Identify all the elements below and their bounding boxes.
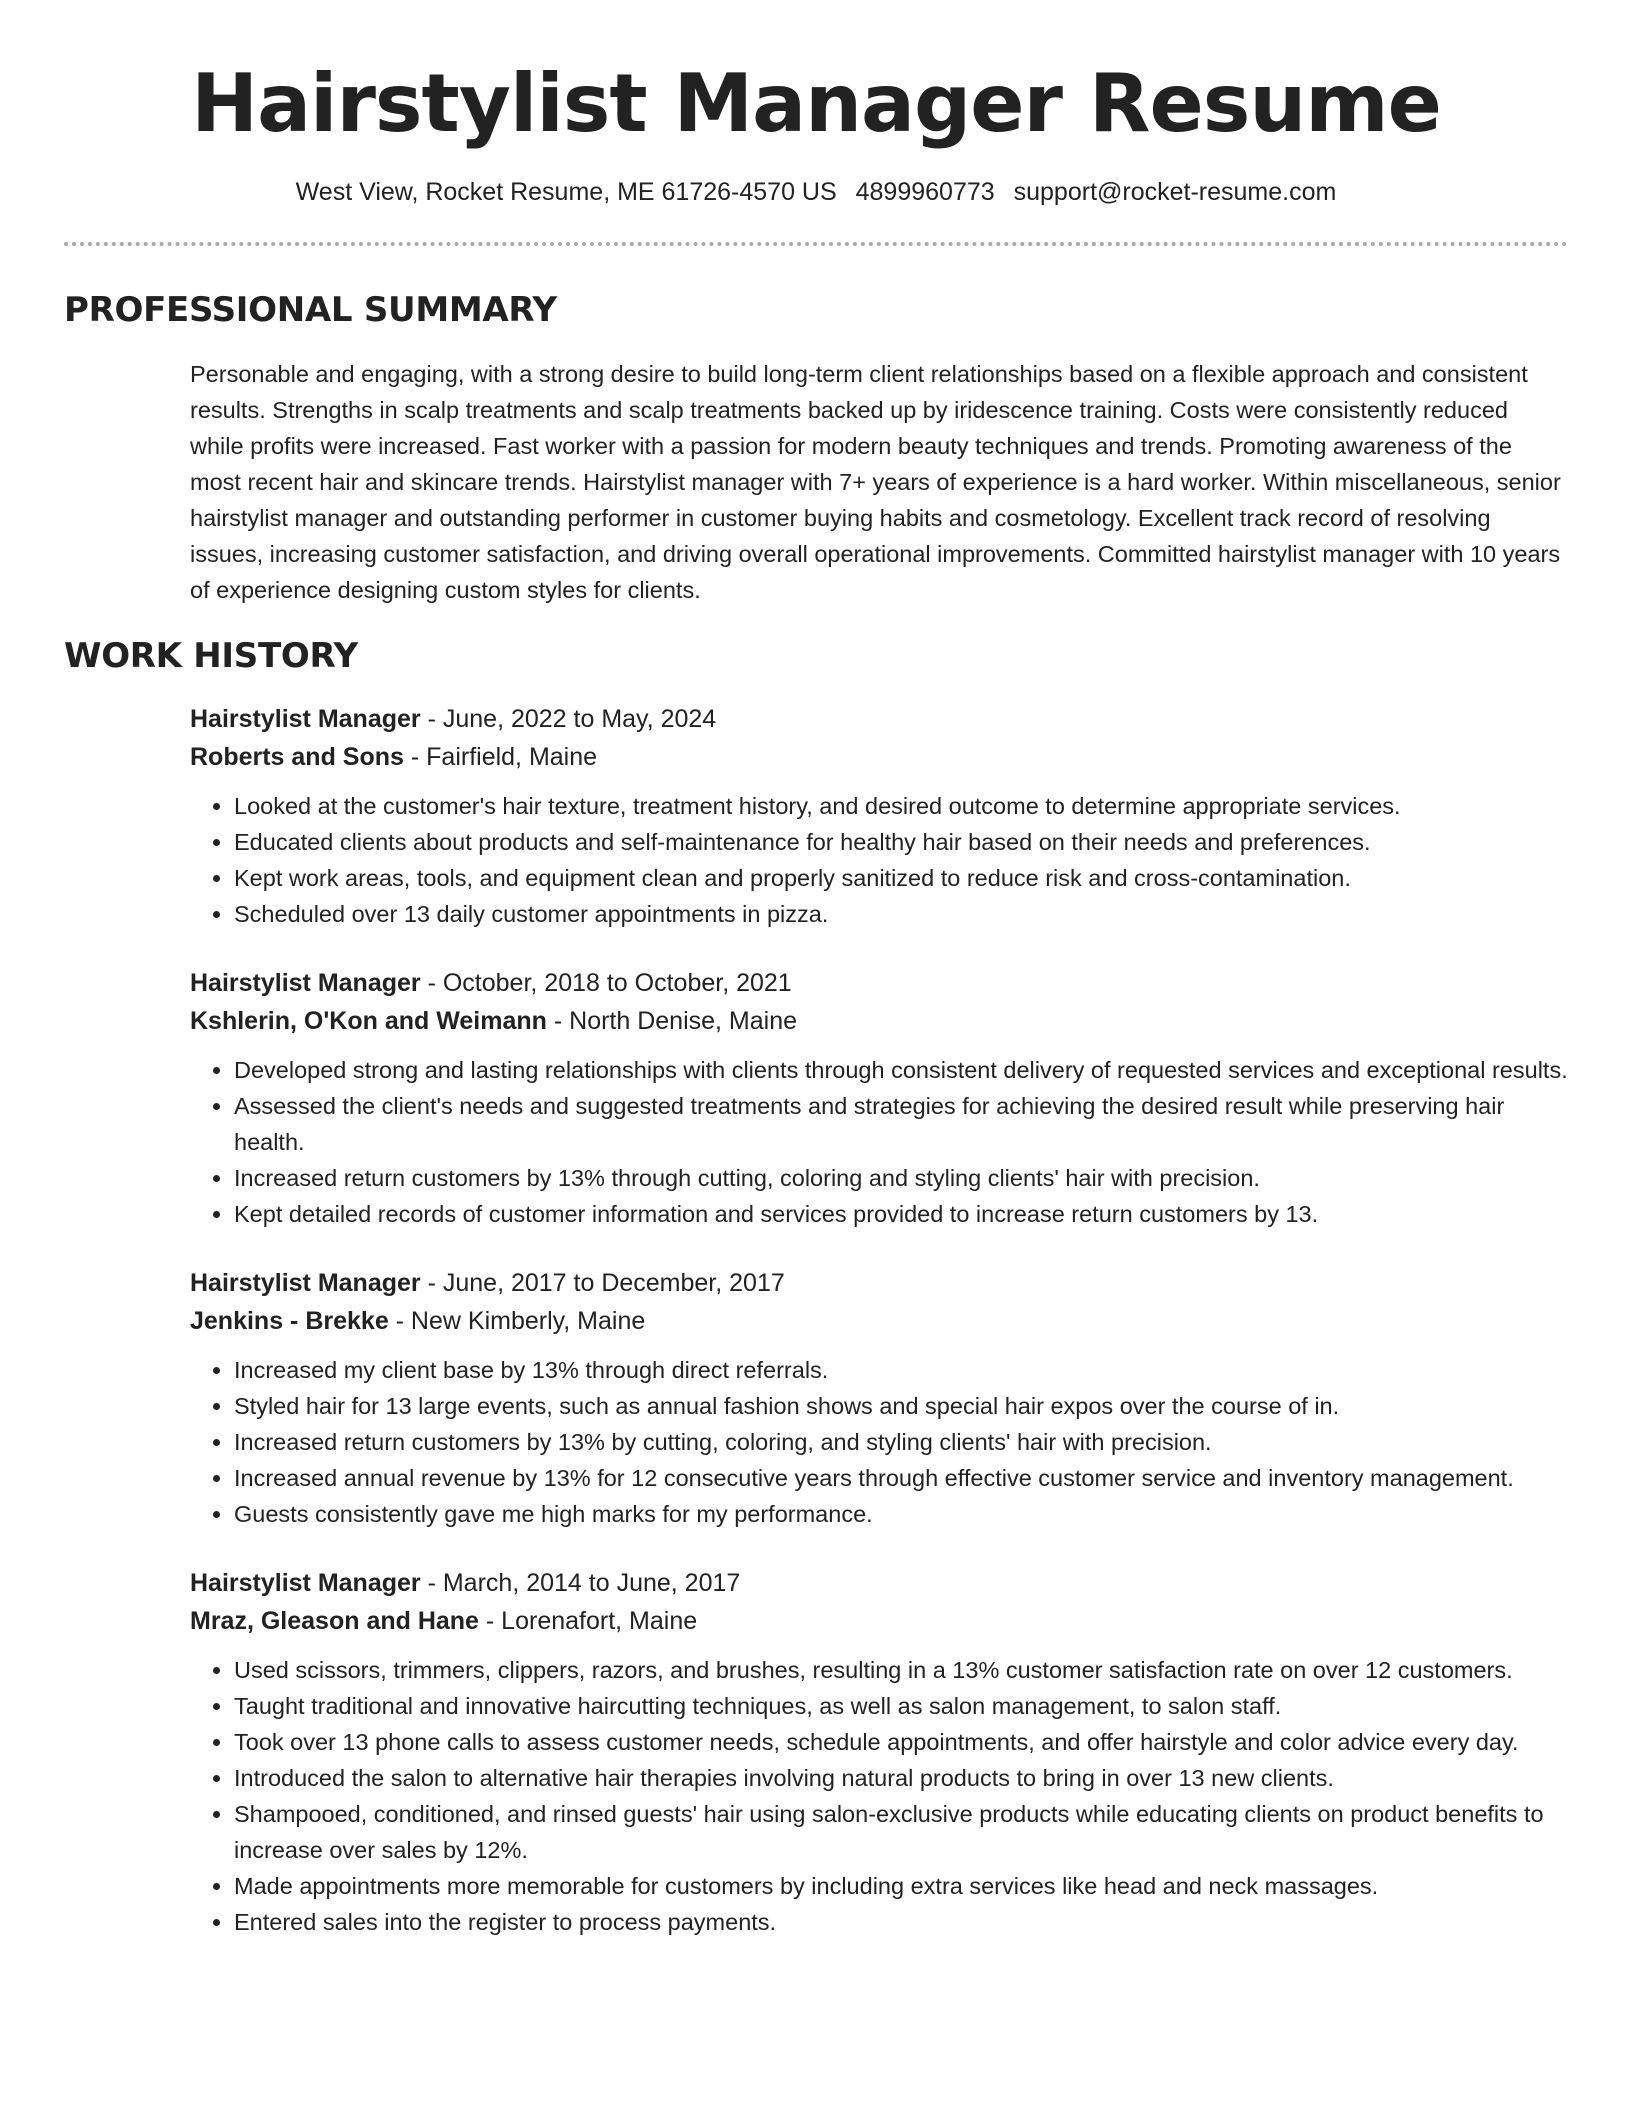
job-bullets	[190, 1052, 1568, 1232]
job-bullets	[190, 788, 1568, 932]
job-bullet: • Looked at the customer's hair texture, treatment history, and desired outcome to determine appropriate services.	[234, 788, 1568, 824]
job-bullet: • Took over 13 phone calls to assess customer needs, schedule appointments, and offer hairstyle and color advice every day.	[234, 1724, 1568, 1760]
job-bullets	[190, 1652, 1568, 1940]
job-bullet: • Kept detailed records of customer information and services provided to increase return customers by 13.	[234, 1196, 1568, 1232]
job-role-line	[190, 1264, 1568, 1302]
job-bullets	[190, 1352, 1568, 1532]
job-role: Hairstylist Manager	[190, 705, 421, 733]
contact-phone: 4899960773	[855, 178, 995, 206]
job-dates: - June, 2022 to May, 2024	[420, 705, 717, 733]
work-history-section	[190, 700, 1568, 1940]
resume-page	[64, 0, 1568, 1940]
job-role: Hairstylist Manager	[190, 969, 421, 997]
job-company: Kshlerin, O'Kon and Weimann	[190, 1007, 547, 1035]
job-bullet: • Increased annual revenue by 13% for 12 consecutive years through effective customer service and inventory management.	[234, 1460, 1568, 1496]
job-role: Hairstylist Manager	[190, 1569, 421, 1597]
job-bullet: • Made appointments more memorable for customers by including extra services like head and neck massages.	[234, 1868, 1568, 1904]
resume-header	[64, 0, 1568, 208]
job-company-line	[190, 1302, 1568, 1340]
job-company: Roberts and Sons	[190, 743, 404, 771]
job-company-line	[190, 738, 1568, 776]
job-role-line	[190, 1564, 1568, 1602]
job-company: Mraz, Gleason and Hane	[190, 1607, 479, 1635]
job-bullet: • Increased my client base by 13% through direct referrals.	[234, 1352, 1568, 1388]
summary-text: Personable and engaging, with a strong desire to build long-term client relationships based on a flexible approach and consistent results. Strengths in scalp treatments and scalp treatments backed up by iridescence training. Costs were consistently reduced while profits were increased. Fast worker with a passion for modern beauty techniques and trends. Promoting awareness of the most recent hair and skincare trends. Hairstylist manager with 7+ years of experience is a hard worker. Within miscellaneous, senior hairstylist manager and outstanding performer in customer buying habits and cosmetology. Excellent track record of resolving issues, increasing customer satisfaction, and driving overall operational improvements. Committed hairstylist manager with 10 years of experience designing custom styles for clients.	[190, 361, 1561, 603]
job-entry	[190, 1564, 1568, 1940]
job-location: - Lorenafort, Maine	[478, 1607, 698, 1635]
job-bullet: • Kept work areas, tools, and equipment clean and properly sanitized to reduce risk and cross-contamination.	[234, 860, 1568, 896]
summary-heading: PROFESSIONAL SUMMARY	[64, 290, 557, 330]
header-divider	[64, 242, 1568, 246]
job-dates: - October, 2018 to October, 2021	[420, 969, 792, 997]
job-location: - North Denise, Maine	[546, 1007, 798, 1035]
job-bullet: • Used scissors, trimmers, clippers, razors, and brushes, resulting in a 13% customer satisfaction rate on over 12 customers.	[234, 1652, 1568, 1688]
job-bullet: • Increased return customers by 13% by cutting, coloring, and styling clients' hair with precision.	[234, 1424, 1568, 1460]
job-role-line	[190, 964, 1568, 1002]
job-dates: - June, 2017 to December, 2017	[420, 1269, 785, 1297]
job-role-line	[190, 700, 1568, 738]
job-bullet: • Guests consistently gave me high marks for my performance.	[234, 1496, 1568, 1532]
contact-email: support@rocket-resume.com	[1013, 178, 1337, 206]
job-bullet: • Scheduled over 13 daily customer appointments in pizza.	[234, 896, 1568, 932]
job-role: Hairstylist Manager	[190, 1269, 421, 1297]
job-bullet: • Increased return customers by 13% through cutting, coloring and styling clients' hair with precision.	[234, 1160, 1568, 1196]
job-company: Jenkins - Brekke	[190, 1307, 389, 1335]
job-bullet: • Assessed the client's needs and suggested treatments and strategies for achieving the desired result while preserving hair health.	[234, 1088, 1568, 1160]
job-dates: - March, 2014 to June, 2017	[420, 1569, 741, 1597]
job-entry	[190, 700, 1568, 932]
work-history-heading: WORK HISTORY	[64, 636, 358, 676]
job-bullet: • Styled hair for 13 large events, such as annual fashion shows and special hair expos over the course of in.	[234, 1388, 1568, 1424]
job-bullet: • Developed strong and lasting relationships with clients through consistent delivery of requested services and exceptional results.	[234, 1052, 1568, 1088]
contact-address: West View, Rocket Resume, ME 61726-4570 US	[295, 178, 837, 206]
job-bullet: • Introduced the salon to alternative hair therapies involving natural products to bring in over 13 new clients.	[234, 1760, 1568, 1796]
job-company-line	[190, 1602, 1568, 1640]
summary-section	[190, 356, 1568, 608]
contact-line	[64, 176, 1568, 208]
job-bullet: • Educated clients about products and self-maintenance for healthy hair based on their needs and preferences.	[234, 824, 1568, 860]
job-bullet: • Taught traditional and innovative haircutting techniques, as well as salon management, to salon staff.	[234, 1688, 1568, 1724]
job-location: - New Kimberly, Maine	[388, 1307, 646, 1335]
job-bullet: • Entered sales into the register to process payments.	[234, 1904, 1568, 1940]
resume-title: Hairstylist Manager Resume	[191, 57, 1441, 150]
job-bullet: • Shampooed, conditioned, and rinsed guests' hair using salon-exclusive products while educating clients on product benefits to increase over sales by 12%.	[234, 1796, 1568, 1868]
job-location: - Fairfield, Maine	[403, 743, 598, 771]
job-entry	[190, 964, 1568, 1232]
job-entry	[190, 1264, 1568, 1532]
job-company-line	[190, 1002, 1568, 1040]
